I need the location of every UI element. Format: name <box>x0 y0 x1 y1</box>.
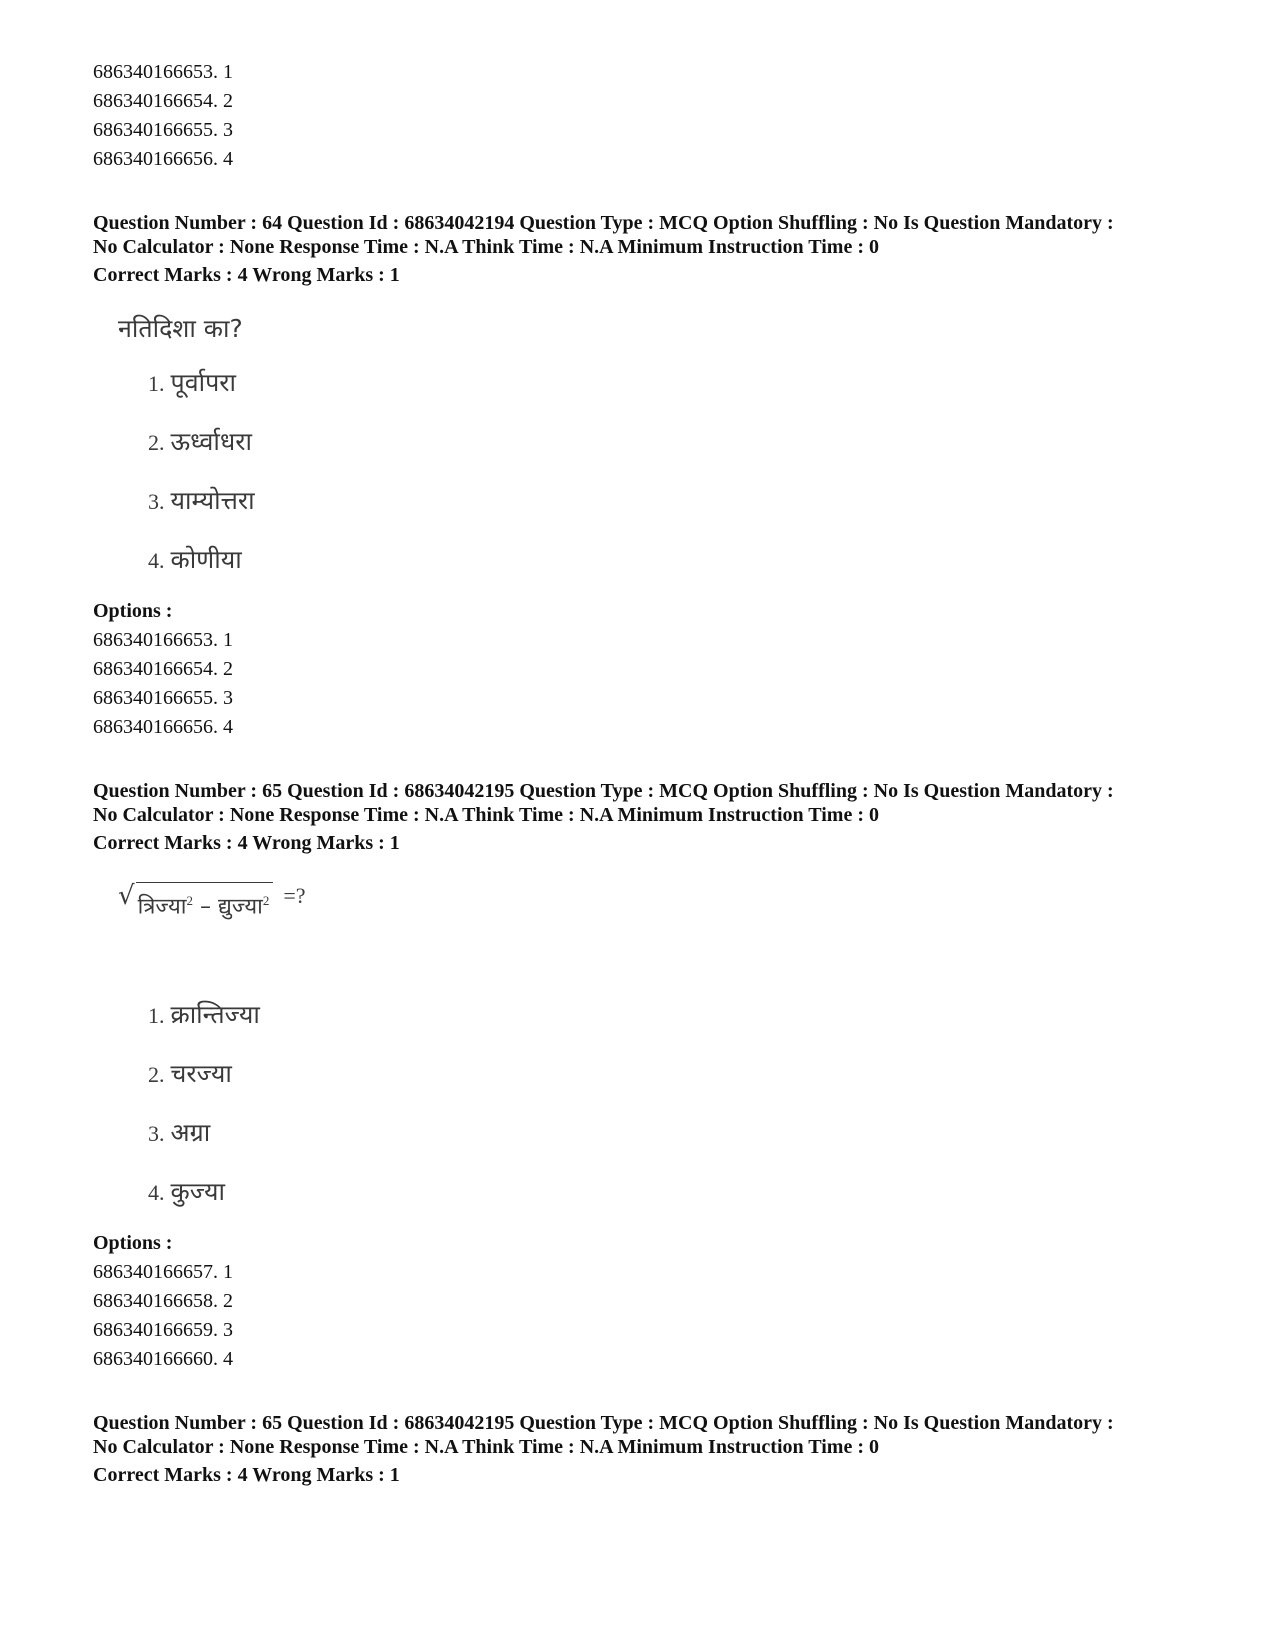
question-stem: नतिदिशा का? <box>118 314 243 343</box>
choice-number: 4. <box>148 1180 165 1206</box>
choice-number: 2. <box>148 1062 165 1088</box>
option-id-line: 686340166656. 4 <box>93 716 233 738</box>
option-id-line: 686340166658. 2 <box>93 1290 233 1313</box>
question-choice <box>93 540 1203 581</box>
choice-text: याम्योत्तरा <box>170 486 255 515</box>
question-marks: Correct Marks : 4 Wrong Marks : 1 <box>93 264 400 286</box>
choice-number: 3. <box>148 1121 165 1147</box>
question-meta-line-1: Question Number : 65 Question Id : 68634042195 Question Type : MCQ Option Shuffling : No Is Question Mandatory : <box>93 780 1114 802</box>
choice-text: क्रान्तिज्या <box>170 1000 260 1030</box>
choice-number: 1. <box>148 371 165 396</box>
choice-number: 3. <box>148 489 165 514</box>
choice-text: कोणीया <box>170 545 242 574</box>
options-heading: Options : <box>93 1232 173 1255</box>
document-page <box>93 58 1203 1490</box>
question-choice <box>93 1113 1203 1154</box>
formula-equals: =? <box>283 883 306 908</box>
question-formula <box>93 878 1203 925</box>
choice-number: 4. <box>148 548 165 573</box>
question-65-block <box>93 779 1203 1374</box>
option-id-line: 686340166657. 1 <box>93 1261 233 1284</box>
choice-text: ऊर्ध्वाधरा <box>170 427 252 456</box>
choice-text: कुज्या <box>170 1177 225 1207</box>
choice-text: पूर्वापरा <box>170 368 236 397</box>
question-choice <box>93 995 1203 1036</box>
question-meta-line-1: Question Number : 65 Question Id : 68634042195 Question Type : MCQ Option Shuffling : No Is Question Mandatory : <box>93 1412 1114 1435</box>
choice-text: अग्रा <box>170 1118 211 1148</box>
sqrt-symbol: √ <box>118 881 135 911</box>
question-meta-line-2: No Calculator : None Response Time : N.A Think Time : N.A Minimum Instruction Time : 0 <box>93 236 879 258</box>
question-choice <box>93 1054 1203 1095</box>
formula-term: द्युज्या <box>217 894 263 920</box>
question-meta-line-1: Question Number : 64 Question Id : 68634042194 Question Type : MCQ Option Shuffling : No Is Question Mandatory : <box>93 212 1114 234</box>
question-marks: Correct Marks : 4 Wrong Marks : 1 <box>93 832 400 854</box>
question-choice <box>93 1172 1203 1213</box>
option-id-line: 686340166655. 3 <box>93 687 233 709</box>
top-options-list <box>93 58 1203 174</box>
option-id-line: 686340166655. 3 <box>93 119 233 141</box>
question-65-repeat-block <box>93 1411 1203 1490</box>
formula-minus: – <box>192 894 218 920</box>
formula-exponent: 2 <box>262 893 270 908</box>
question-meta-line-2: No Calculator : None Response Time : N.A Think Time : N.A Minimum Instruction Time : 0 <box>93 1436 879 1459</box>
option-id-line: 686340166654. 2 <box>93 658 233 680</box>
question-64-block <box>93 211 1203 742</box>
question-65-image <box>93 878 1203 1213</box>
question-marks: Correct Marks : 4 Wrong Marks : 1 <box>93 1464 400 1487</box>
choice-number: 2. <box>148 430 165 455</box>
option-id-line: 686340166659. 3 <box>93 1319 233 1342</box>
option-id-line: 686340166660. 4 <box>93 1348 233 1371</box>
formula-exponent: 2 <box>186 893 193 908</box>
choice-text: चरज्या <box>170 1059 232 1089</box>
choice-number: 1. <box>148 1003 165 1029</box>
formula-term: त्रिज्या <box>137 894 187 920</box>
option-id-line: 686340166656. 4 <box>93 148 233 170</box>
question-choice <box>93 422 1203 463</box>
question-meta-line-2: No Calculator : None Response Time : N.A Think Time : N.A Minimum Instruction Time : 0 <box>93 804 879 826</box>
question-64-image <box>93 309 1203 581</box>
option-id-line: 686340166654. 2 <box>93 90 233 112</box>
question-choice <box>93 481 1203 522</box>
formula-radicand <box>136 882 274 925</box>
option-id-line: 686340166653. 1 <box>93 629 233 651</box>
option-id-line: 686340166653. 1 <box>93 61 233 83</box>
options-heading: Options : <box>93 600 173 622</box>
question-choice <box>93 363 1203 404</box>
